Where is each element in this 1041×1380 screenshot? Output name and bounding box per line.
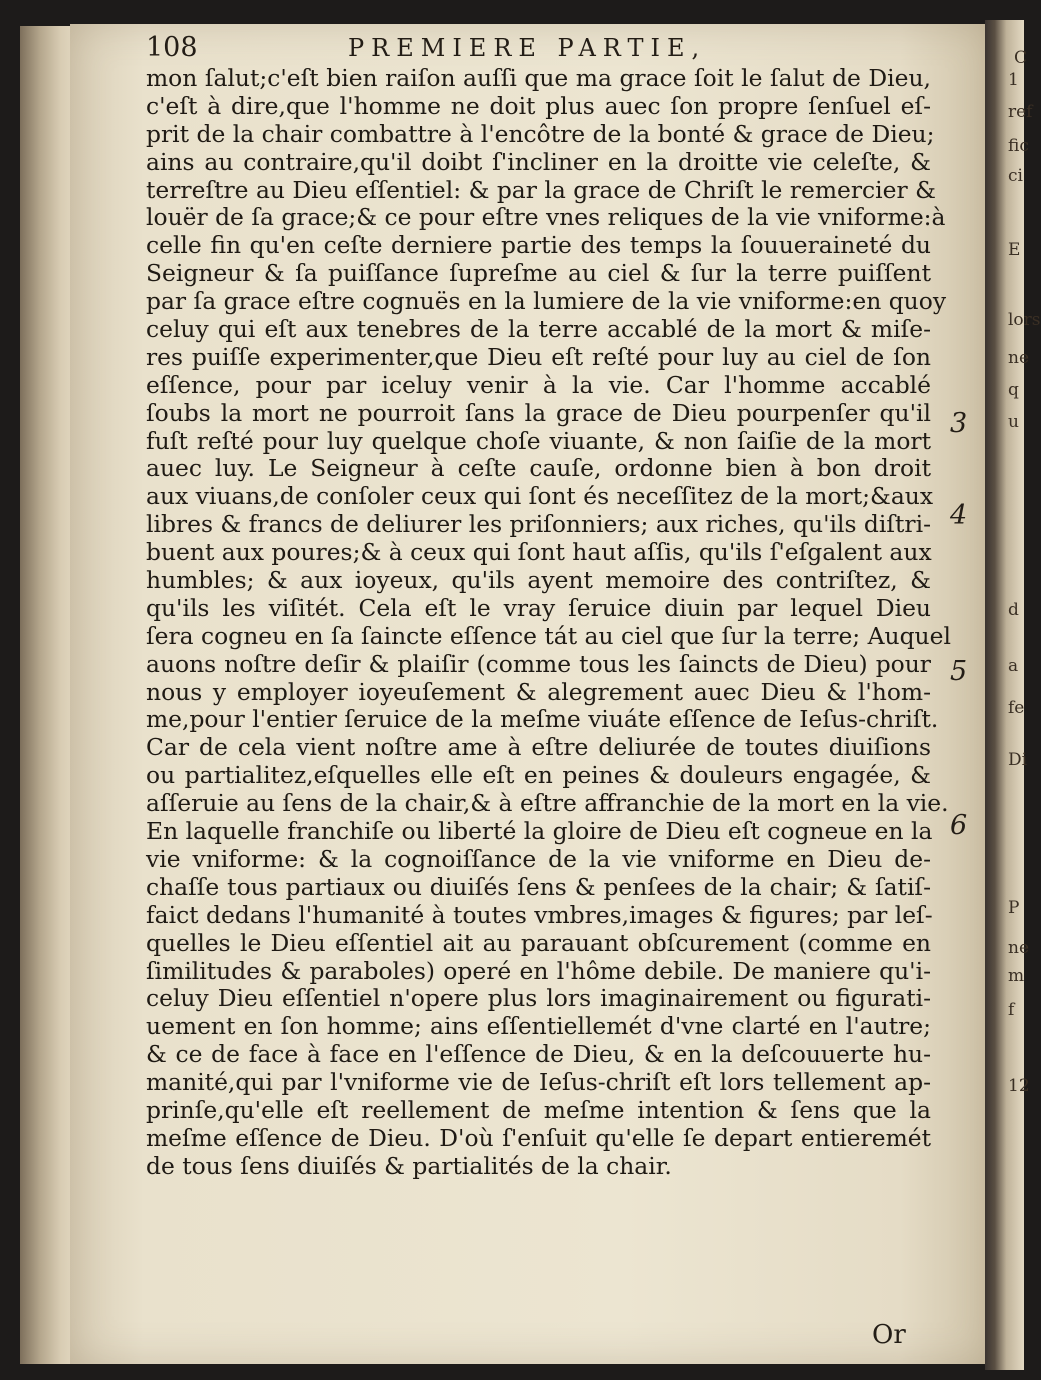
- text-line: ſimilitudes & paraboles) operé en l'hôme debile. De maniere qu'i-: [146, 956, 931, 985]
- facing-fragment: d: [1008, 600, 1019, 620]
- text-line: c'eſt à dire,que l'homme ne doit plus auec ſon propre ſenſuel eſ-: [146, 91, 931, 120]
- text-line: ſera cogneu en ſa ſaincte eſſence tát au ciel que ſur la terre; Auquel: [146, 621, 951, 650]
- verse-marks: [950, 0, 980, 1380]
- text-line: Car de cela vient noſtre ame à eſtre deliurée de toutes diuiſions: [146, 733, 931, 762]
- text-line: aſſeruie au ſens de la chair,& à eſtre affranchie de la mort en la vie.: [146, 789, 949, 818]
- text-line: nous y employer ioyeuſement & alegrement auec Dieu & l'hom-: [146, 677, 931, 706]
- facing-fragment: f: [1008, 1000, 1015, 1020]
- text-line: ains au contraire,qu'il doibt ſ'incliner en la droitte vie celeſte, &: [146, 147, 931, 176]
- text-line: ou partialitez,eſquelles elle eſt en peines & douleurs engagée, &: [146, 761, 931, 790]
- text-line: de tous ſens diuiſés & partialités de la chair.: [146, 1151, 672, 1180]
- facing-fragment: 1: [1008, 70, 1019, 90]
- facing-page-fragments: [998, 40, 1041, 1340]
- facing-fragment: C: [1014, 48, 1028, 68]
- facing-fragment: u: [1008, 412, 1019, 432]
- text-line: quelles le Dieu eſſentiel ait au parauant obſcurement (comme en: [146, 928, 931, 957]
- text-line: meſme eſſence de Dieu. D'où ſ'enſuit qu'elle ſe depart entieremét: [146, 1123, 931, 1152]
- text-line: celle fin qu'en ceſte derniere partie des temps la ſouueraineté du: [146, 231, 931, 260]
- running-title: PREMIERE PARTIE,: [348, 34, 707, 62]
- text-line: res puiſſe experimenter,que Dieu eſt reſté pour luy au ciel de ſon: [146, 342, 931, 371]
- catchword: Or: [872, 1320, 906, 1350]
- verse-mark: 5: [950, 656, 968, 687]
- facing-fragment: lors: [1008, 310, 1041, 330]
- facing-fragment: ne: [1008, 938, 1030, 958]
- text-line: louër de ſa grace;& ce pour eſtre vnes reliques de la vie vniforme:à: [146, 203, 946, 232]
- verse-mark: 3: [950, 408, 968, 439]
- text-line: & ce de face à face en l'eſſence de Dieu, & en la deſcouuerte hu-: [146, 1040, 931, 1069]
- verse-mark: 4: [950, 500, 968, 531]
- text-line: par ſa grace eſtre cognuës en la lumiere de la vie vniforme:en quoy: [146, 287, 947, 316]
- text-line: prit de la chair combattre à l'encôtre de la bonté & grace de Dieu;: [146, 119, 935, 148]
- text-line: aux viuans,de conſoler ceux qui ſont és neceſſitez de la mort;&aux: [146, 482, 934, 511]
- text-line: celuy Dieu eſſentiel n'opere plus lors imaginairement ou figurati-: [146, 984, 931, 1013]
- text-line: libres & francs de deliurer les priſonniers; aux riches, qu'ils diſtri-: [146, 510, 931, 539]
- text-line: fuſt reſté pour luy quelque choſe viuante, & non ſaiſie de la mort: [146, 426, 931, 455]
- text-line: buent aux poures;& à ceux qui ſont haut aſſis, qu'ils ſ'eſgalent aux: [146, 538, 932, 567]
- text-line: uement en ſon homme; ains eſſentiellemét d'vne clarté en l'autre;: [146, 1012, 931, 1041]
- text-line: manité,qui par l'vniforme vie de Ieſus-chriſt eſt lors tellement ap-: [146, 1068, 931, 1097]
- text-line: humbles; & aux ioyeux, qu'ils ayent memoire des contriſtez, &: [146, 566, 931, 595]
- text-line: mon ſalut;c'eſt bien raiſon auſſi que ma grace ſoit le ſalut de Dieu,: [146, 64, 931, 92]
- facing-fragment: q: [1008, 380, 1019, 400]
- verse-mark: 6: [950, 810, 968, 841]
- text-line: ſoubs la mort ne pourroit ſans la grace de Dieu pourpenſer qu'il: [146, 398, 931, 427]
- text-line: auec luy. Le Seigneur à ceſte cauſe, ordonne bien à bon droit: [146, 454, 931, 483]
- text-line: eſſence, pour par iceluy venir à la vie. Car l'homme accablé: [146, 370, 931, 399]
- text-line: auons noſtre deſir & plaiſir (comme tous les ſaincts de Dieu) pour: [146, 649, 931, 678]
- facing-fragment: 12: [1008, 1076, 1030, 1096]
- text-line: me,pour l'entier ſeruice de la meſme viuáte eſſence de Ieſus-chriſt.: [146, 705, 939, 734]
- facing-fragment: fic: [1008, 136, 1029, 156]
- facing-fragment: fe: [1008, 698, 1025, 718]
- running-head: [146, 32, 926, 66]
- facing-fragment: P: [1008, 898, 1020, 918]
- body-text: [146, 64, 951, 1181]
- facing-fragment: a: [1008, 656, 1019, 676]
- facing-fragment: ci: [1008, 166, 1023, 186]
- text-line: faict dedans l'humanité à toutes vmbres,images & figures; par leſ-: [146, 900, 933, 929]
- text-line: chaſſe tous partiaux ou diuiſés ſens & penſees de la chair; & ſatiſ-: [146, 872, 931, 901]
- facing-fragment: m: [1008, 966, 1025, 986]
- text-line: vie vniforme: & la cognoiſſance de la vie vniforme en Dieu de-: [146, 844, 931, 873]
- page-number: 108: [146, 32, 198, 63]
- text-line: Seigneur & ſa puiſſance ſupreſme au ciel & ſur la terre puiſſent: [146, 259, 931, 288]
- text-line: En laquelle franchiſe ou liberté la gloire de Dieu eſt cogneue en la: [146, 817, 933, 846]
- text-line: celuy qui eſt aux tenebres de la terre accablé de la mort & miſe-: [146, 315, 931, 344]
- facing-fragment: ref: [1008, 102, 1033, 122]
- text-line: prinſe,qu'elle eſt reellement de meſme intention & ſens que la: [146, 1095, 931, 1124]
- facing-fragment: Di: [1008, 750, 1028, 770]
- facing-fragment: E: [1008, 240, 1021, 260]
- text-line: qu'ils les viſitét. Cela eſt le vray ſeruice diuin par lequel Dieu: [146, 593, 931, 622]
- facing-fragment: ne: [1008, 348, 1030, 368]
- text-line: terreſtre au Dieu eſſentiel: & par la grace de Chriſt le remercier &: [146, 175, 936, 204]
